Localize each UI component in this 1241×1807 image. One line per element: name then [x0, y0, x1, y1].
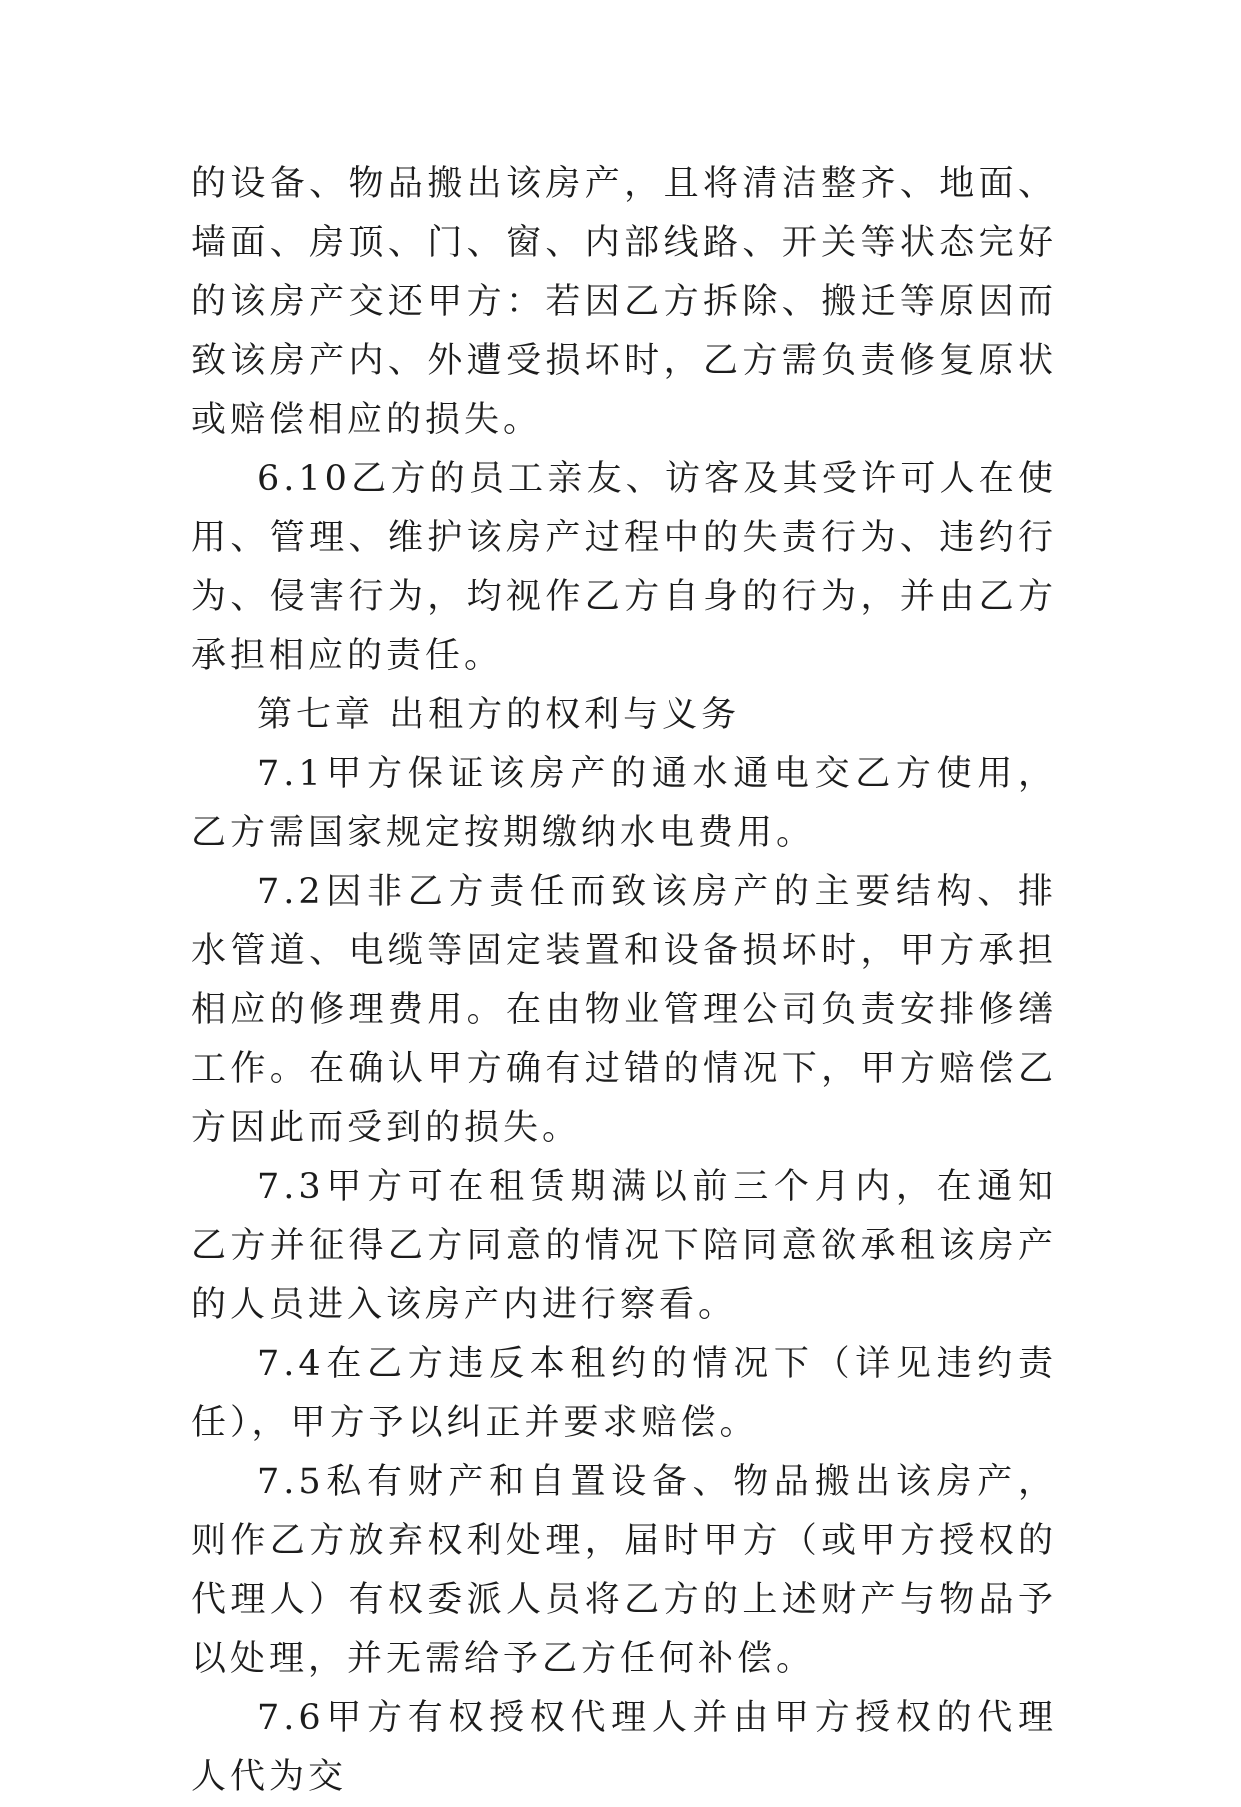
paragraph-7-2: 7.2因非乙方责任而致该房产的主要结构、排水管道、电缆等固定装置和设备损坏时，甲方承担相应的修理费用。在由物业管理公司负责安排修缮工作。在确认甲方确有过错的情况下，甲方赔偿乙方因此而受到的损失。	[191, 872, 1057, 1148]
paragraph-6-10: 6.10乙方的员工亲友、访客及其受许可人在使用、管理、维护该房产过程中的失责行为、违约行为、侵害行为，均视作乙方自身的行为，并由乙方承担相应的责任。	[191, 459, 1057, 676]
paragraph-7-6: 7.6甲方有权授权代理人并由甲方授权的代理人代为交	[191, 1698, 1057, 1797]
paragraph-6-9-continued: 的设备、物品搬出该房产，且将清洁整齐、地面、墙面、房顶、门、窗、内部线路、开关等状态完好的该房产交还甲方：若因乙方拆除、搬迁等原因而致该房产内、外遭受损坏时，乙方需负责修复原状或赔偿相应的损失。	[191, 164, 1057, 440]
paragraph-7-5: 7.5私有财产和自置设备、物品搬出该房产，则作乙方放弃权利处理，届时甲方（或甲方授权的代理人）有权委派人员将乙方的上述财产与物品予以处理，并无需给予乙方任何补偿。	[191, 1462, 1057, 1679]
chapter-title: 第七章 出租方的权利与义务	[257, 695, 741, 735]
paragraph-7-3: 7.3甲方可在租赁期满以前三个月内，在通知乙方并征得乙方同意的情况下陪同意欲承租该房产的人员进入该房产内进行察看。	[191, 1167, 1057, 1325]
paragraph-7-4: 7.4在乙方违反本租约的情况下（详见违约责任），甲方予以纠正并要求赔偿。	[191, 1344, 1057, 1443]
paragraph-7-1: 7.1甲方保证该房产的通水通电交乙方使用，乙方需国家规定按期缴纳水电费用。	[191, 754, 1057, 853]
document-body	[191, 155, 1057, 1807]
